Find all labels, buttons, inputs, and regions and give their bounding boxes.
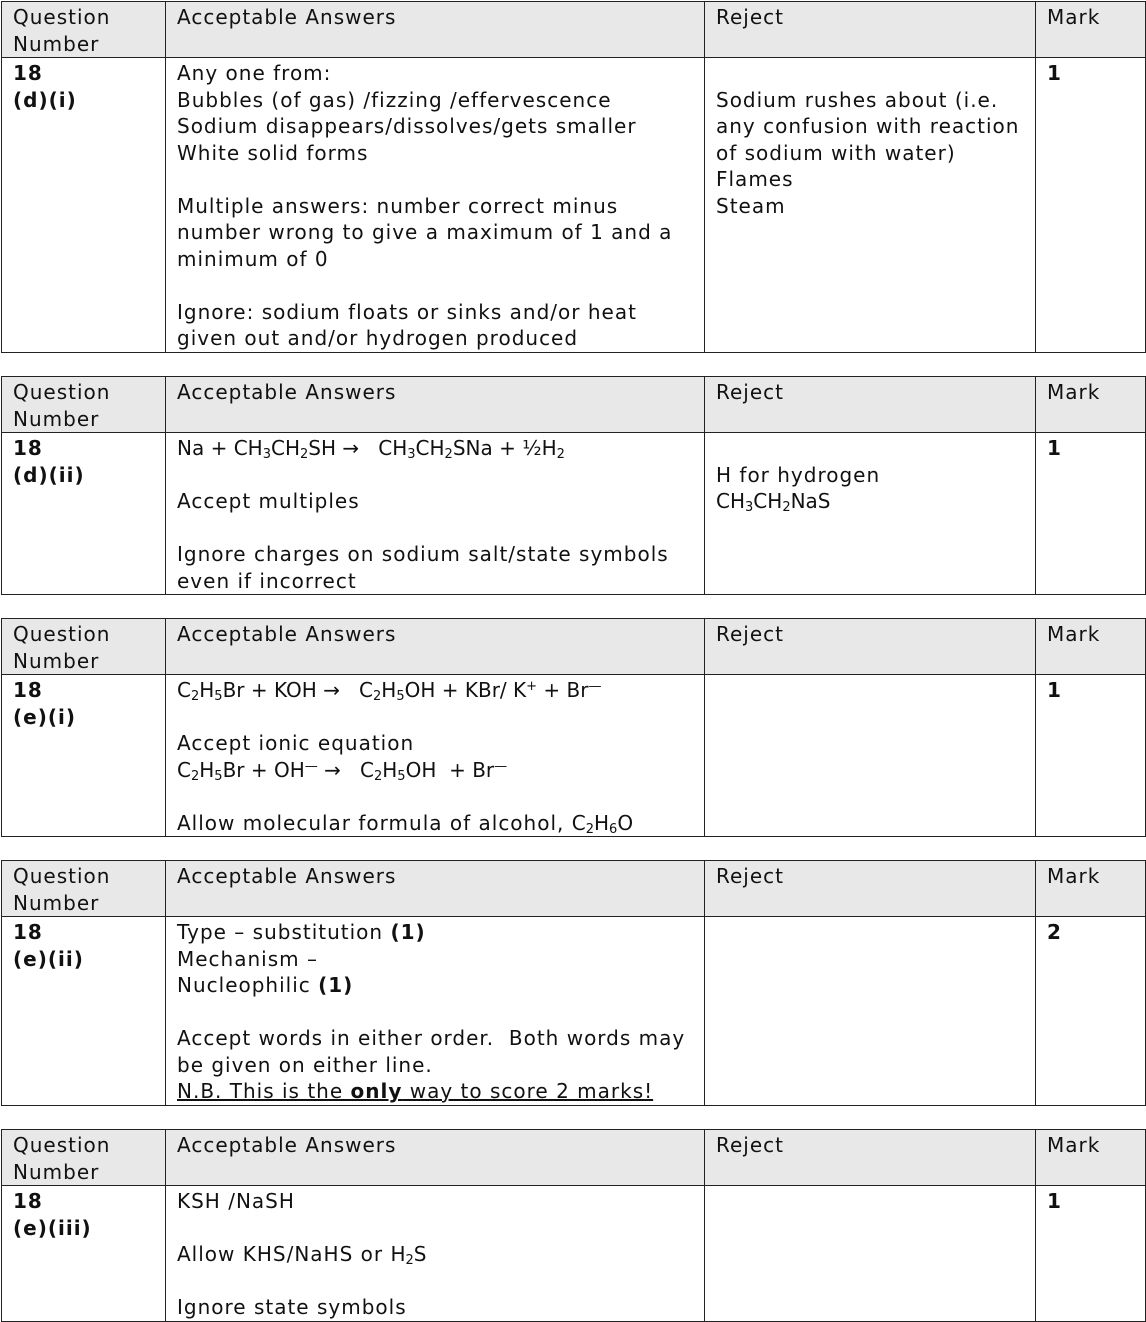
nb-note: N.B. This is the only way to score 2 marks!: [177, 1079, 654, 1103]
question-number: 18: [13, 61, 43, 85]
header-reject: Reject: [705, 861, 1036, 917]
question-number: 18: [13, 920, 43, 944]
header-reject: Reject: [705, 377, 1036, 433]
header-acceptable-answers: Acceptable Answers: [166, 1130, 705, 1186]
reject-cell: [705, 917, 1036, 1106]
spacer: [177, 999, 694, 1026]
question-part: (d)(ii): [13, 462, 85, 487]
reject-cell: [705, 675, 1036, 837]
header-question-number: Question Number: [2, 377, 166, 433]
header-row: [2, 861, 1146, 917]
header-question-number: Question Number: [2, 1130, 166, 1186]
answer-line: Allow KHS/NaHS or $H_2S$: [177, 1242, 427, 1268]
header-mark: Mark: [1036, 377, 1146, 433]
spacer: [716, 60, 1025, 87]
answer-line: Ignore state symbols: [177, 1295, 407, 1319]
answer-line: Any one from:: [177, 61, 332, 85]
header-acceptable-answers: Acceptable Answers: [166, 861, 705, 917]
header-reject: Reject: [705, 2, 1036, 58]
mark-cell: 1: [1036, 1186, 1146, 1322]
acceptable-answers-cell: [166, 917, 705, 1106]
question-part: (e)(ii): [13, 946, 84, 971]
answer-line: Accept multiples: [177, 489, 360, 513]
acceptable-answers-cell: [166, 58, 705, 353]
header-acceptable-answers: Acceptable Answers: [166, 619, 705, 675]
answer-row: [2, 1186, 1146, 1322]
header-row: [2, 377, 1146, 433]
mark-table-18-e-iii: [1, 1129, 1146, 1322]
reject-line: Sodium rushes about (i.e. any confusion with reaction of sodium with water): [716, 87, 1027, 165]
header-mark: Mark: [1036, 619, 1146, 675]
question-number-cell: [2, 433, 166, 595]
answer-row: [2, 433, 1146, 595]
header-row: [2, 2, 1146, 58]
reject-line: Steam: [716, 193, 786, 218]
header-mark: Mark: [1036, 1130, 1146, 1186]
equation-line: $Na + CH_3CH_2SH$ → $CH_3CH_2SNa$ + $\frac{1}{2}H_2$: [177, 436, 565, 462]
mark-table-18-e-i: [1, 618, 1146, 837]
answer-line: Type – substitution (1): [177, 920, 426, 944]
mark-cell: 2: [1036, 917, 1146, 1106]
answer-line: Bubbles (of gas) /fizzing /effervescence: [177, 87, 612, 112]
header-question-number: Question Number: [2, 861, 166, 917]
answer-line: Nucleophilic (1): [177, 973, 354, 997]
answer-line: Multiple answers: number correct minus number wrong to give a maximum of 1 and a minimum of 0: [177, 193, 680, 271]
spacer: [177, 462, 694, 489]
header-acceptable-answers: Acceptable Answers: [166, 377, 705, 433]
header-row: [2, 1130, 1146, 1186]
answer-line: Accept ionic equation: [177, 731, 415, 755]
answer-line: Ignore: sodium floats or sinks and/or heat given out and/or hydrogen produced: [177, 299, 645, 350]
question-number-cell: [2, 1186, 166, 1322]
header-question-number: Question Number: [2, 619, 166, 675]
equation-line: $C_2H_5Br + OH^—$ → $C_2H_5OH + Br^—$: [177, 757, 508, 784]
mark-table-18-d-ii: [1, 376, 1146, 595]
question-number: 18: [13, 678, 43, 702]
mark-table-18-e-ii: [1, 860, 1146, 1106]
question-part: (d)(i): [13, 87, 77, 112]
reject-cell: [705, 58, 1036, 353]
arrow-icon: →: [324, 757, 341, 782]
spacer: [177, 783, 694, 810]
answer-line: Accept words in either order. Both words may be given on either line.: [177, 1026, 693, 1077]
question-number-cell: [2, 917, 166, 1106]
answer-row: [2, 917, 1146, 1106]
answer-line: Allow molecular formula of alcohol, $C_2H_6O$: [177, 810, 634, 837]
question-number: 18: [13, 1189, 43, 1213]
acceptable-answers-cell: [166, 1186, 705, 1322]
header-mark: Mark: [1036, 861, 1146, 917]
answer-line: Mechanism –: [177, 946, 318, 971]
reject-formula: $CH_3CH_2NaS$: [716, 489, 831, 515]
spacer: [177, 1268, 694, 1295]
answer-line: Sodium disappears/dissolves/gets smaller: [177, 114, 637, 138]
question-part: (e)(i): [13, 704, 76, 729]
equation-line: $C_2H_5Br$ + KOH → $C_2H_5OH + KBr/$ K+ + Br—: [177, 678, 602, 704]
spacer: [177, 272, 694, 299]
question-number: 18: [13, 436, 43, 460]
arrow-icon: →: [342, 436, 360, 460]
question-number-cell: [2, 675, 166, 837]
answer-row: [2, 675, 1146, 837]
spacer: [716, 435, 1025, 462]
answer-row: [2, 58, 1146, 353]
header-acceptable-answers: Acceptable Answers: [166, 2, 705, 58]
reject-line: Flames: [716, 167, 794, 191]
mark-table-18-d-i: [1, 1, 1146, 353]
header-mark: Mark: [1036, 2, 1146, 58]
header-question-number: Question Number: [2, 2, 166, 58]
mark-cell: 1: [1036, 433, 1146, 595]
reject-cell: [705, 433, 1036, 595]
mark-cell: 1: [1036, 58, 1146, 353]
arrow-icon: →: [323, 678, 340, 702]
reject-line: H for hydrogen: [716, 462, 881, 487]
spacer: [177, 704, 694, 731]
spacer: [177, 166, 694, 193]
question-number-cell: [2, 58, 166, 353]
header-row: [2, 619, 1146, 675]
mark-cell: 1: [1036, 675, 1146, 837]
answer-line: Ignore charges on sodium salt/state symbols even if incorrect: [177, 542, 677, 593]
acceptable-answers-cell: [166, 433, 705, 595]
spacer: [177, 515, 694, 542]
header-reject: Reject: [705, 1130, 1036, 1186]
reject-cell: [705, 1186, 1036, 1322]
spacer: [177, 1215, 694, 1242]
acceptable-answers-cell: [166, 675, 705, 837]
header-reject: Reject: [705, 619, 1036, 675]
question-part: (e)(iii): [13, 1215, 92, 1240]
answer-line: KSH /NaSH: [177, 1189, 295, 1213]
answer-line: White solid forms: [177, 140, 369, 165]
